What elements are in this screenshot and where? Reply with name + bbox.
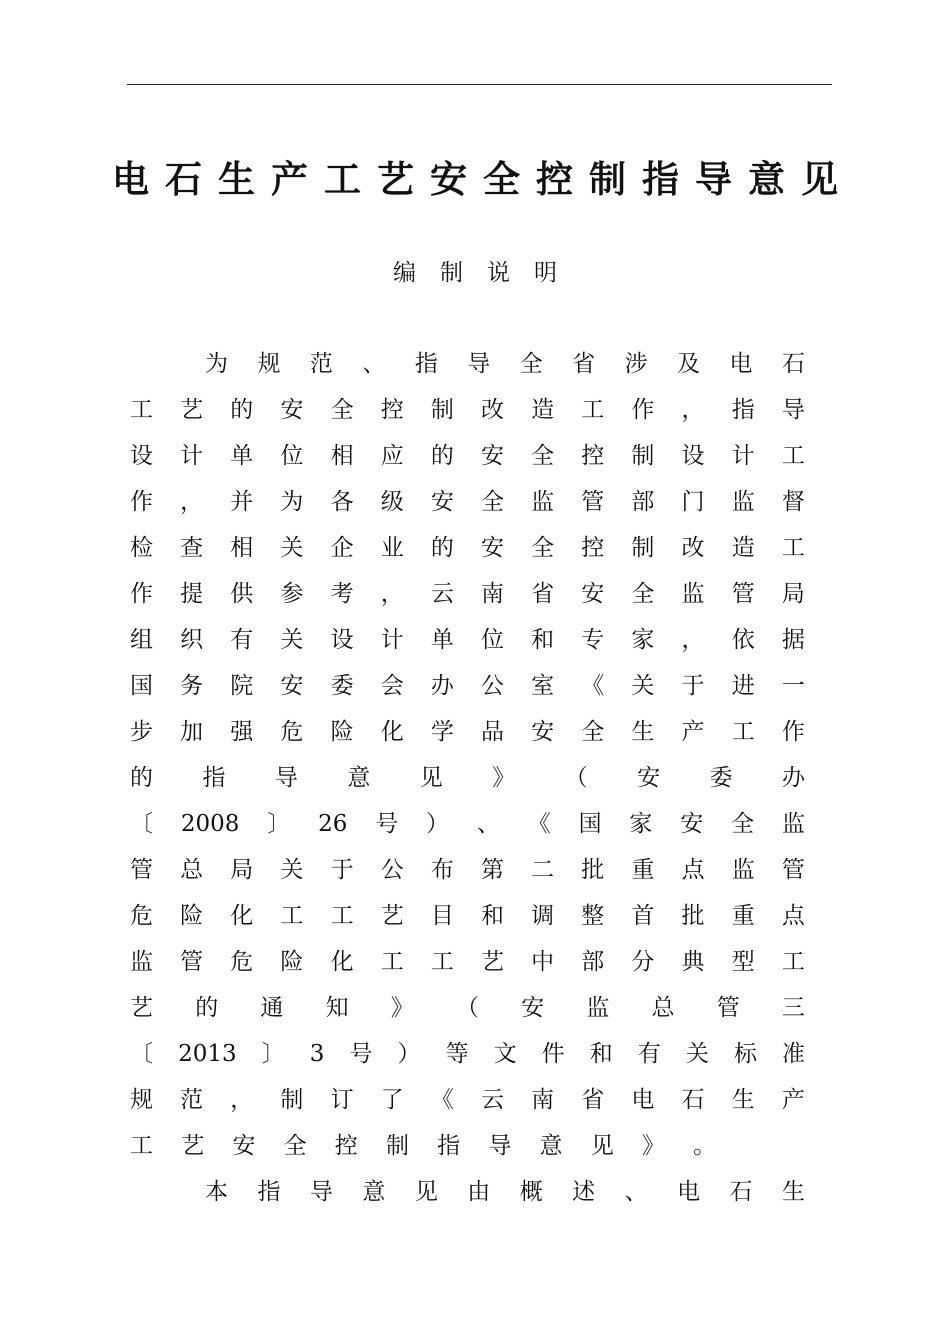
body-glyph: 委 bbox=[330, 673, 354, 699]
body-glyph: 〔 bbox=[130, 811, 153, 837]
body-glyph: 控 bbox=[581, 443, 605, 469]
body-glyph: 的 bbox=[195, 995, 219, 1021]
body-glyph: 家 bbox=[629, 811, 653, 837]
body-glyph: 的 bbox=[430, 443, 454, 469]
body-glyph: 见 bbox=[414, 1179, 438, 1205]
body-glyph: 制 bbox=[631, 535, 655, 561]
body-glyph: 产 bbox=[781, 1087, 805, 1113]
body-glyph: （ bbox=[455, 995, 479, 1021]
body-glyph: 石 bbox=[681, 1087, 705, 1113]
body-glyph: 指 bbox=[437, 1133, 461, 1159]
body-glyph: 全 bbox=[631, 581, 655, 607]
body-glyph: 整 bbox=[581, 903, 605, 929]
body-line bbox=[130, 663, 805, 709]
document-title: 电石生产工艺安全控制指导意见 bbox=[112, 158, 854, 201]
body-glyph: ） bbox=[426, 811, 450, 837]
body-glyph: 进 bbox=[731, 673, 755, 699]
body-glyph: 工 bbox=[130, 1133, 153, 1159]
body-glyph: ， bbox=[380, 581, 404, 607]
body-glyph: 、 bbox=[624, 1179, 648, 1205]
body-glyph: 危 bbox=[280, 719, 304, 745]
body-line bbox=[130, 1077, 805, 1123]
body-glyph: 典 bbox=[681, 949, 705, 975]
body-glyph: 单 bbox=[230, 443, 254, 469]
body-glyph: 号 bbox=[375, 811, 399, 837]
body-glyph: 计 bbox=[731, 443, 755, 469]
body-glyph: 等 bbox=[445, 1041, 469, 1067]
body-glyph: 《 bbox=[581, 673, 605, 699]
body-glyph: 查 bbox=[180, 535, 204, 561]
body-glyph: 云 bbox=[480, 1087, 504, 1113]
body-glyph: 工 bbox=[731, 719, 755, 745]
body-glyph: 检 bbox=[130, 535, 153, 561]
body-glyph: 艺 bbox=[130, 995, 153, 1021]
body-glyph: 及 bbox=[677, 351, 701, 377]
body-glyph: 工 bbox=[581, 397, 605, 423]
body-glyph: 省 bbox=[572, 351, 596, 377]
body-glyph: 石 bbox=[781, 351, 805, 377]
body-glyph: 务 bbox=[180, 673, 204, 699]
document-subtitle: 编制说明 bbox=[393, 260, 581, 286]
body-glyph: 一 bbox=[781, 673, 805, 699]
body-glyph: 件 bbox=[541, 1041, 565, 1067]
body-glyph: 。 bbox=[693, 1133, 717, 1159]
body-glyph: 准 bbox=[782, 1041, 805, 1067]
body-glyph: 管 bbox=[781, 857, 805, 883]
body-glyph: 制 bbox=[385, 1133, 409, 1159]
body-glyph: 于 bbox=[330, 857, 354, 883]
body-glyph: 指 bbox=[202, 765, 226, 791]
body-glyph: 意 bbox=[539, 1133, 563, 1159]
body-glyph: 管 bbox=[180, 949, 204, 975]
body-glyph: 制 bbox=[430, 397, 454, 423]
body-glyph: 安 bbox=[232, 1133, 256, 1159]
body-glyph: 作 bbox=[781, 719, 805, 745]
body-glyph: 涉 bbox=[624, 351, 648, 377]
body-glyph: 《 bbox=[430, 1087, 454, 1113]
body-glyph: 了 bbox=[380, 1087, 404, 1113]
body-glyph: 点 bbox=[781, 903, 805, 929]
body-glyph: 意 bbox=[347, 765, 371, 791]
body-glyph: 和 bbox=[531, 627, 555, 653]
body-glyph: 范 bbox=[180, 1087, 204, 1113]
body-glyph: ） bbox=[397, 1041, 421, 1067]
body-glyph: 为 bbox=[205, 351, 228, 377]
body-glyph: 导 bbox=[309, 1179, 333, 1205]
body-glyph: 院 bbox=[230, 673, 254, 699]
body-glyph: 省 bbox=[531, 581, 555, 607]
body-glyph: 并 bbox=[230, 489, 254, 515]
body-glyph: 办 bbox=[781, 765, 805, 791]
body-glyph: 的 bbox=[430, 535, 454, 561]
body-glyph: 计 bbox=[380, 627, 404, 653]
body-glyph: 艺 bbox=[380, 903, 404, 929]
body-glyph: 调 bbox=[531, 903, 555, 929]
body-glyph: 提 bbox=[180, 581, 204, 607]
body-glyph: 全 bbox=[519, 351, 543, 377]
body-line bbox=[130, 1031, 805, 1077]
body-glyph: 首 bbox=[631, 903, 655, 929]
body-glyph: 重 bbox=[631, 857, 655, 883]
body-glyph: 批 bbox=[681, 903, 705, 929]
body-glyph: 专 bbox=[581, 627, 605, 653]
body-glyph: 企 bbox=[330, 535, 354, 561]
body-glyph: 、 bbox=[476, 811, 500, 837]
body-glyph: 述 bbox=[572, 1179, 596, 1205]
body-glyph: 省 bbox=[581, 1087, 605, 1113]
body-glyph: 险 bbox=[280, 949, 304, 975]
body-glyph: 本 bbox=[205, 1179, 228, 1205]
body-glyph: 号 bbox=[349, 1041, 373, 1067]
body-glyph: 通 bbox=[260, 995, 284, 1021]
body-glyph: ， bbox=[681, 397, 705, 423]
body-glyph: 全 bbox=[531, 443, 555, 469]
body-line bbox=[130, 801, 805, 847]
body-glyph: 安 bbox=[521, 995, 545, 1021]
body-line bbox=[130, 985, 805, 1031]
body-glyph: 26 bbox=[318, 811, 348, 837]
body-glyph: 室 bbox=[531, 673, 555, 699]
body-glyph: 考 bbox=[330, 581, 354, 607]
body-glyph: 目 bbox=[430, 903, 454, 929]
body-glyph: 安 bbox=[581, 581, 605, 607]
body-glyph: 级 bbox=[380, 489, 404, 515]
body-glyph: 公 bbox=[480, 673, 504, 699]
body-glyph: 总 bbox=[651, 995, 675, 1021]
body-glyph: 相 bbox=[230, 535, 254, 561]
body-glyph: 造 bbox=[531, 397, 555, 423]
body-glyph: 家 bbox=[631, 627, 655, 653]
body-glyph: 作 bbox=[631, 397, 655, 423]
body-glyph: （ bbox=[564, 765, 588, 791]
body-glyph: 化 bbox=[380, 719, 404, 745]
body-glyph: 见 bbox=[590, 1133, 614, 1159]
body-glyph: 点 bbox=[681, 857, 705, 883]
body-glyph: 关 bbox=[280, 627, 304, 653]
body-glyph: 导 bbox=[781, 397, 805, 423]
body-line bbox=[130, 709, 805, 755]
body-glyph: 为 bbox=[280, 489, 304, 515]
body-glyph: 管 bbox=[731, 581, 755, 607]
body-glyph: 安 bbox=[480, 535, 504, 561]
body-glyph: 3 bbox=[309, 1041, 325, 1067]
body-glyph: 办 bbox=[430, 673, 454, 699]
body-glyph: 组 bbox=[130, 627, 153, 653]
body-glyph: 的 bbox=[230, 397, 254, 423]
body-glyph: 监 bbox=[731, 489, 755, 515]
body-glyph: 局 bbox=[230, 857, 254, 883]
header-rule bbox=[127, 84, 832, 85]
body-glyph: 工 bbox=[380, 949, 404, 975]
body-glyph: 有 bbox=[230, 627, 254, 653]
body-glyph: 于 bbox=[681, 673, 705, 699]
body-glyph: 分 bbox=[631, 949, 655, 975]
body-glyph: 艺 bbox=[180, 397, 204, 423]
body-glyph: 电 bbox=[677, 1179, 701, 1205]
body-glyph: 中 bbox=[531, 949, 555, 975]
body-glyph: 》 bbox=[390, 995, 414, 1021]
body-glyph: 电 bbox=[729, 351, 753, 377]
body-glyph: 管 bbox=[716, 995, 740, 1021]
body-glyph: 南 bbox=[480, 581, 504, 607]
body-glyph: 会 bbox=[380, 673, 404, 699]
body-glyph: 安 bbox=[531, 719, 555, 745]
body-glyph: 监 bbox=[586, 995, 610, 1021]
body-glyph: 工 bbox=[130, 397, 153, 423]
body-glyph: 供 bbox=[230, 581, 254, 607]
body-glyph: 相 bbox=[330, 443, 354, 469]
body-glyph: 《 bbox=[527, 811, 551, 837]
body-glyph: 依 bbox=[731, 627, 755, 653]
body-glyph: 、 bbox=[362, 351, 386, 377]
body-glyph: 制 bbox=[280, 1087, 304, 1113]
body-glyph: 指 bbox=[414, 351, 438, 377]
body-glyph: 云 bbox=[430, 581, 454, 607]
body-glyph: 险 bbox=[180, 903, 204, 929]
body-glyph: 有 bbox=[637, 1041, 661, 1067]
body-line bbox=[130, 893, 805, 939]
body-glyph: ， bbox=[681, 627, 705, 653]
body-glyph: 设 bbox=[681, 443, 705, 469]
body-glyph: 第 bbox=[480, 857, 504, 883]
body-glyph: 关 bbox=[685, 1041, 709, 1067]
body-glyph: 》 bbox=[641, 1133, 665, 1159]
body-line bbox=[130, 341, 805, 387]
body-glyph: 总 bbox=[180, 857, 204, 883]
body-line bbox=[130, 939, 805, 985]
body-glyph: 2008 bbox=[180, 811, 240, 837]
body-glyph: 全 bbox=[531, 535, 555, 561]
body-line bbox=[130, 525, 805, 571]
body-glyph: 批 bbox=[581, 857, 605, 883]
body-glyph: 督 bbox=[781, 489, 805, 515]
body-line bbox=[130, 479, 805, 525]
body-glyph: 〕 bbox=[261, 1041, 285, 1067]
body-glyph: 知 bbox=[325, 995, 349, 1021]
body-glyph: 标 bbox=[733, 1041, 757, 1067]
body-glyph: 见 bbox=[419, 765, 443, 791]
body-line bbox=[130, 1169, 805, 1215]
body-glyph: 关 bbox=[280, 535, 304, 561]
body-glyph: 规 bbox=[257, 351, 281, 377]
body-glyph: 位 bbox=[280, 443, 304, 469]
body-line bbox=[130, 617, 805, 663]
body-glyph: 改 bbox=[480, 397, 504, 423]
body-glyph: 范 bbox=[309, 351, 333, 377]
body-glyph: 险 bbox=[330, 719, 354, 745]
body-glyph: 品 bbox=[480, 719, 504, 745]
body-glyph: 化 bbox=[330, 949, 354, 975]
body-glyph: 由 bbox=[467, 1179, 491, 1205]
body-glyph: 管 bbox=[581, 489, 605, 515]
body-glyph: 导 bbox=[488, 1133, 512, 1159]
body-glyph: 化 bbox=[230, 903, 254, 929]
body-glyph: 三 bbox=[781, 995, 805, 1021]
body-glyph: 学 bbox=[430, 719, 454, 745]
body-glyph: 应 bbox=[380, 443, 404, 469]
body-glyph: 各 bbox=[330, 489, 354, 515]
body-glyph: 作 bbox=[130, 489, 153, 515]
body-glyph: 计 bbox=[180, 443, 204, 469]
body-line bbox=[130, 847, 805, 893]
body-glyph: 艺 bbox=[480, 949, 504, 975]
body-glyph: 产 bbox=[681, 719, 705, 745]
body-glyph: 监 bbox=[781, 811, 805, 837]
body-glyph: 控 bbox=[334, 1133, 358, 1159]
body-glyph: 导 bbox=[274, 765, 298, 791]
body-glyph: 监 bbox=[130, 949, 153, 975]
body-glyph: 〕 bbox=[267, 811, 291, 837]
body-glyph: 改 bbox=[681, 535, 705, 561]
body-line bbox=[130, 433, 805, 479]
body-glyph: 意 bbox=[362, 1179, 386, 1205]
body-glyph: 全 bbox=[283, 1133, 307, 1159]
body-glyph: 重 bbox=[731, 903, 755, 929]
body-glyph: 部 bbox=[631, 489, 655, 515]
body-glyph: 关 bbox=[631, 673, 655, 699]
body-glyph: 设 bbox=[130, 443, 153, 469]
body-glyph: 全 bbox=[330, 397, 354, 423]
body-glyph: 和 bbox=[480, 903, 504, 929]
body-glyph: 安 bbox=[680, 811, 704, 837]
body-glyph: 监 bbox=[731, 857, 755, 883]
body-glyph: 安 bbox=[280, 397, 304, 423]
body-glyph: 国 bbox=[130, 673, 153, 699]
body-glyph: 造 bbox=[731, 535, 755, 561]
body-glyph: 位 bbox=[480, 627, 504, 653]
body-glyph: 公 bbox=[380, 857, 404, 883]
body-text bbox=[130, 341, 805, 1215]
body-glyph: 指 bbox=[257, 1179, 281, 1205]
body-glyph: 南 bbox=[531, 1087, 555, 1113]
body-glyph: 工 bbox=[280, 903, 304, 929]
body-glyph: 关 bbox=[280, 857, 304, 883]
body-glyph: 生 bbox=[731, 1087, 755, 1113]
body-glyph: 安 bbox=[430, 489, 454, 515]
body-glyph: 设 bbox=[330, 627, 354, 653]
body-glyph: 国 bbox=[578, 811, 602, 837]
body-glyph: 安 bbox=[637, 765, 661, 791]
body-glyph: 电 bbox=[631, 1087, 655, 1113]
body-glyph: ， bbox=[180, 489, 204, 515]
body-glyph: 管 bbox=[130, 857, 153, 883]
body-glyph: 委 bbox=[709, 765, 733, 791]
body-glyph: 生 bbox=[631, 719, 655, 745]
body-glyph: 二 bbox=[531, 857, 555, 883]
body-line bbox=[130, 387, 805, 433]
body-glyph: 工 bbox=[781, 949, 805, 975]
body-glyph: 参 bbox=[280, 581, 304, 607]
body-glyph: 规 bbox=[130, 1087, 153, 1113]
body-glyph: 石 bbox=[729, 1179, 753, 1205]
body-glyph: 安 bbox=[480, 443, 504, 469]
body-glyph: 控 bbox=[380, 397, 404, 423]
body-glyph: 订 bbox=[330, 1087, 354, 1113]
body-glyph: 和 bbox=[589, 1041, 613, 1067]
body-glyph: 文 bbox=[493, 1041, 517, 1067]
body-glyph: 全 bbox=[581, 719, 605, 745]
body-glyph: 工 bbox=[781, 535, 805, 561]
body-glyph: 监 bbox=[681, 581, 705, 607]
body-glyph: 业 bbox=[380, 535, 404, 561]
body-glyph: 局 bbox=[781, 581, 805, 607]
body-line bbox=[130, 571, 805, 617]
body-glyph: 织 bbox=[180, 627, 204, 653]
body-glyph: 工 bbox=[430, 949, 454, 975]
body-glyph: 》 bbox=[492, 765, 516, 791]
body-glyph: 危 bbox=[130, 903, 153, 929]
body-glyph: 2013 bbox=[178, 1041, 237, 1067]
body-glyph: 概 bbox=[519, 1179, 543, 1205]
body-glyph: 型 bbox=[731, 949, 755, 975]
body-glyph: 控 bbox=[581, 535, 605, 561]
body-glyph: ， bbox=[230, 1087, 254, 1113]
body-glyph: 步 bbox=[130, 719, 153, 745]
body-glyph: 强 bbox=[230, 719, 254, 745]
body-glyph: 全 bbox=[731, 811, 755, 837]
body-glyph: 单 bbox=[430, 627, 454, 653]
body-glyph: 据 bbox=[781, 627, 805, 653]
body-glyph: 布 bbox=[430, 857, 454, 883]
body-glyph: 作 bbox=[130, 581, 153, 607]
body-glyph: 监 bbox=[531, 489, 555, 515]
body-glyph: 制 bbox=[631, 443, 655, 469]
body-line bbox=[130, 1123, 805, 1169]
body-glyph: 导 bbox=[467, 351, 491, 377]
body-glyph: 危 bbox=[230, 949, 254, 975]
body-glyph: 部 bbox=[581, 949, 605, 975]
body-glyph: 工 bbox=[781, 443, 805, 469]
body-glyph: 门 bbox=[681, 489, 705, 515]
body-glyph: 的 bbox=[130, 765, 153, 791]
body-glyph: 加 bbox=[180, 719, 204, 745]
body-glyph: 全 bbox=[480, 489, 504, 515]
body-glyph: 〔 bbox=[130, 1041, 153, 1067]
body-glyph: 艺 bbox=[181, 1133, 205, 1159]
body-glyph: 生 bbox=[781, 1179, 805, 1205]
body-glyph: 指 bbox=[731, 397, 755, 423]
body-line bbox=[130, 755, 805, 801]
body-glyph: 安 bbox=[280, 673, 304, 699]
body-glyph: 工 bbox=[330, 903, 354, 929]
